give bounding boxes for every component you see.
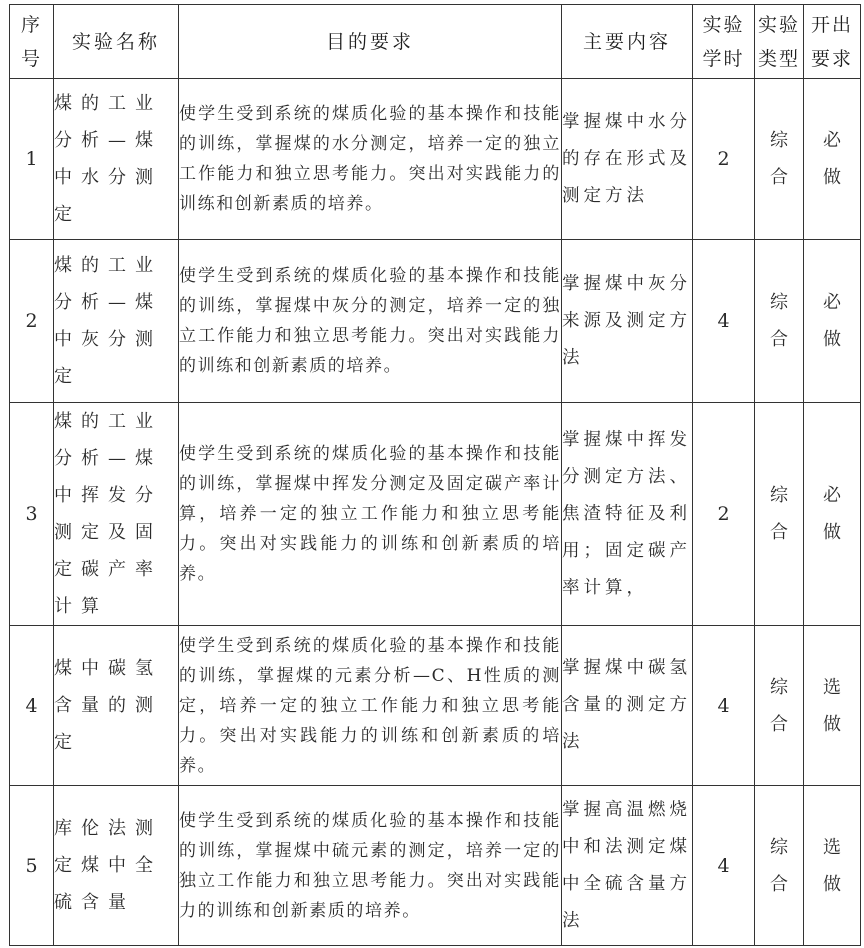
row-goal: 使学生受到系统的煤质化验的基本操作和技能的训练，掌握煤的元素分析—C、H性质的测定，培养一定的独立工作能力和独立思考能力。突出对实践能力的训练和创新素质的培养。 [179, 626, 562, 786]
row-type-line2: 合 [770, 522, 788, 543]
header-content: 主要内容 [562, 5, 693, 79]
header-type [755, 5, 804, 79]
row-req [804, 79, 861, 240]
row-type-line1: 综 [770, 836, 788, 858]
row-type-line1: 综 [770, 485, 788, 506]
table-row [10, 403, 861, 626]
header-hours-line1: 实验 [702, 13, 745, 36]
row-type-line1: 综 [770, 130, 788, 151]
header-index-line2: 号 [20, 47, 42, 70]
row-req-line2: 做 [823, 522, 841, 543]
header-index [10, 5, 54, 79]
table-row [10, 626, 861, 786]
header-row [10, 5, 861, 79]
row-name: 煤中碳氢含量的测定 [54, 626, 179, 786]
header-req-line1: 开出 [810, 13, 853, 36]
row-goal: 使学生受到系统的煤质化验的基本操作和技能的训练，掌握煤中挥发分测定及固定碳产率计算，培养一定的独立工作能力和独立思考能力。突出对实践能力的训练和创新素质的培养。 [179, 403, 562, 626]
table-row [10, 240, 861, 403]
row-req [804, 403, 861, 626]
row-type-line2: 合 [770, 873, 788, 895]
row-hours: 2 [693, 79, 755, 240]
row-index: 4 [10, 626, 54, 786]
row-type-line1: 综 [770, 676, 788, 698]
row-req [804, 240, 861, 403]
row-req [804, 786, 861, 946]
row-type [755, 79, 804, 240]
row-hours: 4 [693, 786, 755, 946]
row-req-line2: 做 [823, 713, 841, 735]
row-hours: 4 [693, 626, 755, 786]
row-type-line2: 合 [770, 167, 788, 188]
row-req [804, 626, 861, 786]
row-content: 掌握煤中水分的存在形式及测定方法 [562, 79, 693, 240]
header-hours-line2: 学时 [702, 47, 745, 70]
row-req-line1: 选 [823, 676, 841, 698]
header-name: 实验名称 [54, 5, 179, 79]
header-index-line1: 序 [20, 13, 42, 36]
row-goal: 使学生受到系统的煤质化验的基本操作和技能的训练，掌握煤中灰分的测定，培养一定的独立工作能力和独立思考能力。突出对实践能力的训练和创新素质的培养。 [179, 240, 562, 403]
table-row [10, 79, 861, 240]
row-req-line2: 做 [823, 873, 841, 895]
row-req-line2: 做 [823, 167, 841, 188]
row-req-line2: 做 [823, 329, 841, 350]
row-req-line1: 选 [823, 836, 841, 858]
row-index: 1 [10, 79, 54, 240]
row-req-line1: 必 [823, 485, 841, 506]
row-type-line1: 综 [770, 292, 788, 313]
row-content: 掌握高温燃烧中和法测定煤中全硫含量方法 [562, 786, 693, 946]
header-type-line2: 类型 [757, 47, 800, 70]
header-hours [693, 5, 755, 79]
table-row [10, 786, 861, 946]
row-goal: 使学生受到系统的煤质化验的基本操作和技能的训练，掌握煤中硫元素的测定，培养一定的独立工作能力和独立思考能力。突出对实践能力的训练和创新素质的培养。 [179, 786, 562, 946]
header-type-line1: 实验 [757, 13, 800, 36]
row-type [755, 240, 804, 403]
header-req-line2: 要求 [810, 47, 853, 70]
row-goal: 使学生受到系统的煤质化验的基本操作和技能的训练，掌握煤的水分测定，培养一定的独立工作能力和独立思考能力。突出对实践能力的训练和创新素质的培养。 [179, 79, 562, 240]
row-name: 库伦法测定煤中全硫含量 [54, 786, 179, 946]
row-index: 2 [10, 240, 54, 403]
row-content: 掌握煤中碳氢含量的测定方法 [562, 626, 693, 786]
header-req [804, 5, 861, 79]
row-hours: 2 [693, 403, 755, 626]
experiment-table [9, 4, 861, 946]
row-type-line2: 合 [770, 713, 788, 735]
row-content: 掌握煤中灰分来源及测定方法 [562, 240, 693, 403]
row-index: 5 [10, 786, 54, 946]
row-name: 煤的工业分析—煤中挥发分测定及固定碳产率计算 [54, 403, 179, 626]
row-type [755, 626, 804, 786]
header-goal: 目的要求 [179, 5, 562, 79]
row-type [755, 786, 804, 946]
row-req-line1: 必 [823, 292, 841, 313]
row-type-line2: 合 [770, 329, 788, 350]
row-content: 掌握煤中挥发分测定方法、焦渣特征及利用；固定碳产率计算， [562, 403, 693, 626]
row-hours: 4 [693, 240, 755, 403]
row-req-line1: 必 [823, 130, 841, 151]
row-name: 煤的工业分析—煤中灰分测定 [54, 240, 179, 403]
row-type [755, 403, 804, 626]
row-name: 煤的工业分析—煤中水分测定 [54, 79, 179, 240]
row-index: 3 [10, 403, 54, 626]
